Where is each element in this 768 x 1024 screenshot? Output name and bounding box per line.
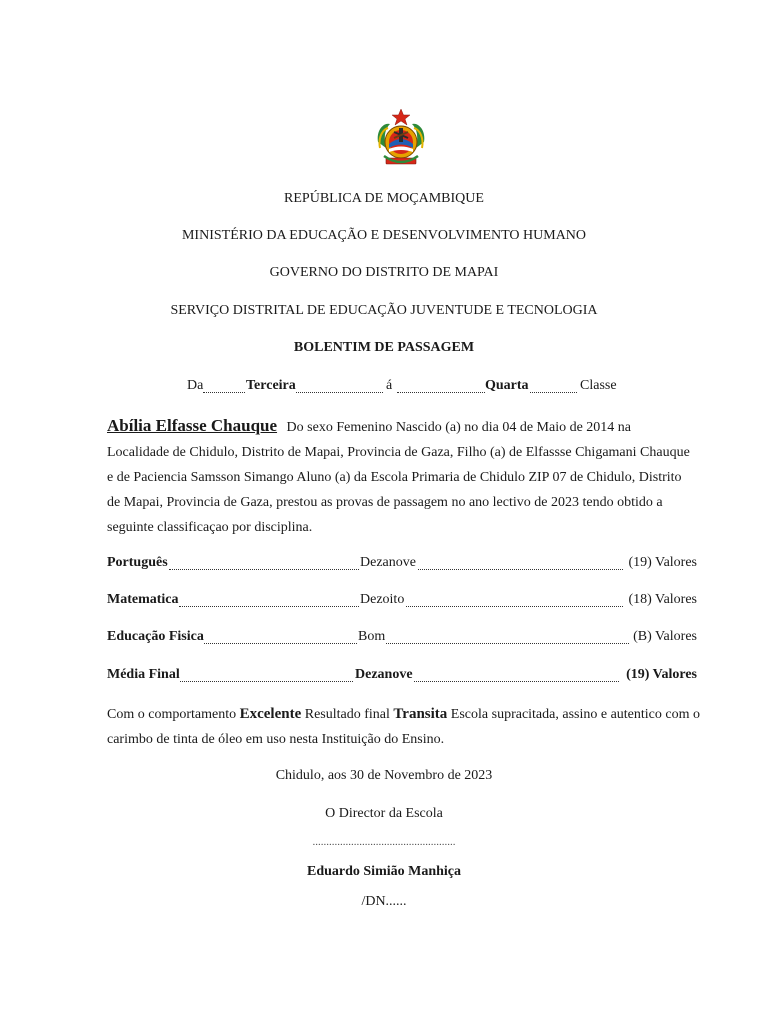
closing-prefix: Com o comportamento (107, 707, 240, 722)
classe-to-value: Quarta (485, 378, 529, 393)
service-heading: SERVIÇO DISTRITAL DE EDUCAÇÃO JUVENTUDE E TECNOLOGIA (170, 303, 598, 318)
student-text-line-3: e de Paciencia Samsson Simango Aluno (a) da Escola Primaria de Chidulo ZIP 07 de Chidulo, Distrito (107, 470, 682, 485)
student-name: Abília Elfasse Chauque (107, 416, 278, 435)
grade-row (107, 555, 697, 575)
place-date: Chidulo, aos 30 de Novembro de 2023 (275, 768, 493, 783)
signature-line: .................................................... (312, 836, 456, 848)
classe-connector: á (386, 378, 393, 393)
classe-transition-row (0, 378, 768, 398)
grade-subject: Português (107, 555, 168, 570)
document-title: BOLENTIM DE PASSAGEM (293, 340, 475, 355)
closing-middle: Resultado final (301, 707, 394, 722)
student-text-line-4: de Mapai, Provincia de Gaza, prestou as provas de passagem no ano lectivo de 2023 tendo obtido a (107, 495, 663, 510)
signatory-name: Eduardo Simião Manhiça (306, 864, 462, 879)
grade-words: Dezoito (360, 592, 405, 607)
classe-from-label: Da (187, 378, 204, 393)
grade-subject: Educação Fisica (107, 629, 204, 644)
grade-value: (18) Valores (628, 592, 697, 607)
closing-suffix: Escola supracitada, assino e autentico com o (447, 707, 700, 722)
republic-heading: REPÚBLICA DE MOÇAMBIQUE (284, 191, 484, 206)
government-heading: GOVERNO DO DISTRITO DE MAPAI (269, 265, 499, 280)
grade-row (107, 629, 697, 649)
grade-words: Bom (358, 629, 386, 644)
closing-paragraph (107, 702, 707, 752)
classe-suffix: Classe (580, 378, 617, 393)
signatory-role: O Director da Escola (325, 806, 443, 821)
grade-value: (19) Valores (626, 667, 697, 682)
grade-value: (19) Valores (628, 555, 697, 570)
grade-value: (B) Valores (633, 629, 697, 644)
student-paragraph (107, 413, 707, 540)
grade-row-final (107, 667, 697, 687)
coat-of-arms-emblem (370, 108, 432, 170)
closing-line-2: carimbo de tinta de óleo em uso nesta Instituição do Ensino. (107, 732, 445, 747)
grade-row (107, 592, 697, 612)
student-text-line-1: Do sexo Femenino Nascido (a) no dia 04 de Maio de 2014 na (286, 420, 632, 435)
grade-words: Dezanove (355, 667, 413, 682)
reference-code: /DN...... (361, 894, 407, 909)
student-text-line-5: seguinte classificaçao por disciplina. (107, 520, 313, 535)
result-value: Transita (393, 706, 448, 722)
grade-subject: Matematica (107, 592, 179, 607)
grade-dotted-line (203, 643, 629, 644)
classe-from-value: Terceira (246, 378, 296, 393)
grade-subject: Média Final (107, 667, 180, 682)
behaviour-value: Excelente (239, 706, 302, 722)
student-text-line-2: Localidade de Chidulo, Distrito de Mapai, Provincia de Gaza, Filho (a) de Elfassse Chigamani Chauque (107, 445, 690, 460)
ministry-heading: MINISTÉRIO DA EDUCAÇÃO E DESENVOLVIMENTO HUMANO (181, 228, 587, 243)
grade-words: Dezanove (360, 555, 416, 570)
